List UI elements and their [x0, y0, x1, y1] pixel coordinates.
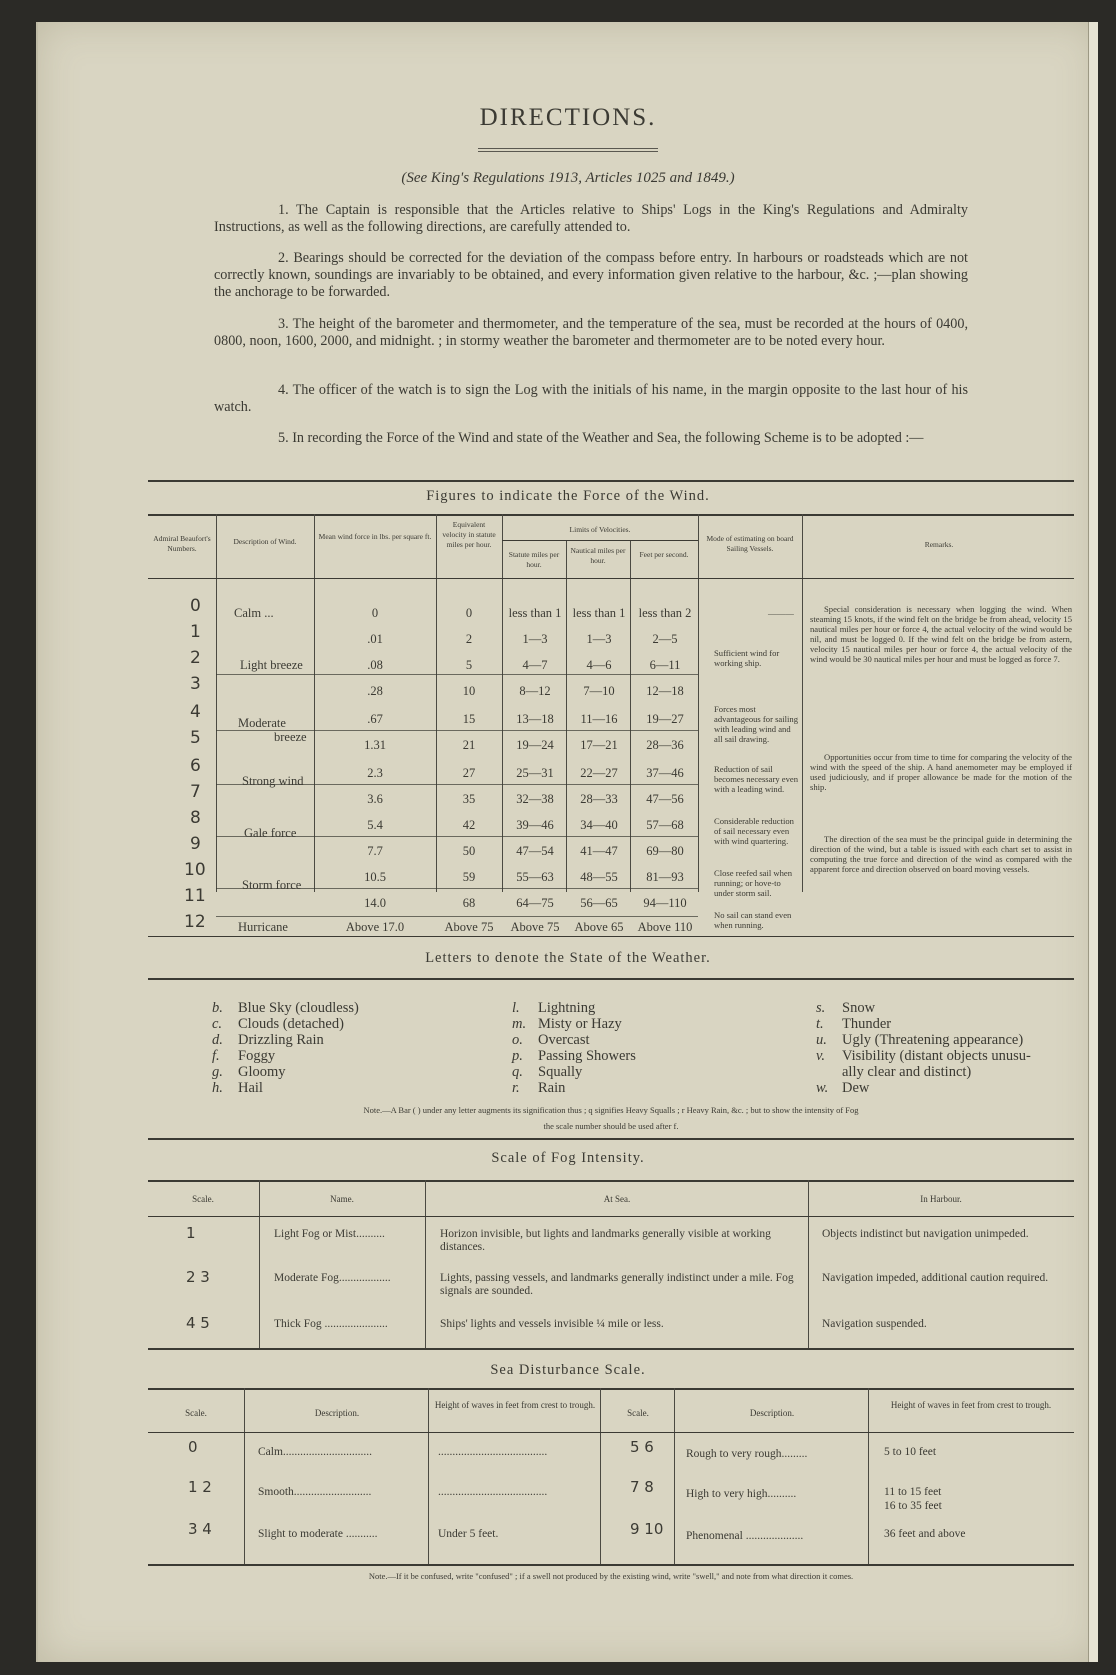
sea-scale: 7 8: [630, 1478, 654, 1496]
weather-meaning: Drizzling Rain: [238, 1032, 324, 1048]
nautical-limit: 4—6: [586, 658, 612, 672]
weather-entry: [816, 1032, 1023, 1048]
statute-limit: 32—38: [516, 792, 554, 806]
header-force: Mean wind force in lbs. per square ft.: [318, 532, 432, 541]
feet-limit: 19—27: [646, 712, 684, 726]
wind-desc: Calm ...: [234, 606, 274, 620]
weather-meaning: Dew: [842, 1080, 870, 1096]
weather-entry: [212, 1000, 359, 1016]
mode-text: Close reefed sail when running; or hove-to under storm sail.: [714, 868, 793, 898]
sea-scale: 1 2: [188, 1478, 212, 1496]
weather-letter: d.: [212, 1032, 223, 1048]
rule: [148, 978, 1074, 980]
beaufort-number: 2: [190, 648, 201, 668]
sea-scale: 3 4: [188, 1520, 212, 1538]
nautical-limit: Above 65: [574, 920, 624, 934]
weather-letter: q.: [512, 1064, 523, 1080]
wind-force-value: .01: [367, 632, 383, 646]
rule: [148, 514, 1074, 516]
fog-name: Thick Fog ......................: [274, 1318, 388, 1330]
sea-header: Description.: [314, 1408, 360, 1418]
weather-meaning: Rain: [538, 1080, 566, 1096]
wind-desc: Strong wind: [242, 774, 304, 788]
weather-entry: [816, 1080, 869, 1096]
paragraph-1: 1. The Captain is responsible that the Articles relative to Ships' Logs in the King's Regulations and Admiralty Instructions, as well as the following directions, are carefully attended to.: [214, 202, 968, 235]
rule: [148, 1180, 1074, 1182]
header-remarks: Remarks.: [924, 540, 954, 549]
statute-limit: 13—18: [516, 712, 554, 726]
wind-force-value: 7.7: [367, 844, 383, 858]
nautical-limit: 34—40: [580, 818, 618, 832]
weather-entry: [212, 1032, 324, 1048]
beaufort-number: 9: [190, 834, 201, 854]
weather-note: the scale number should be used after f.: [543, 1121, 679, 1131]
weather-entry: [816, 1016, 891, 1032]
fog-in-harbour: Navigation impeded, additional caution required.: [822, 1272, 1049, 1284]
wind-force-value: 3.6: [367, 792, 383, 806]
statute-limit: 4—7: [522, 658, 548, 672]
paragraph-3: 3. The height of the barometer and thermometer, and the temperature of the sea, must be recorded at the hours of 0400, 0800, noon, 1600, 2000, and midnight. ; in stormy weather the barometer and thermometer are to be noted every hour.: [214, 316, 968, 349]
beaufort-number: 8: [190, 808, 201, 828]
wind-desc: breeze: [274, 730, 307, 744]
fog-scale: 1: [186, 1224, 196, 1242]
weather-entry: [212, 1016, 344, 1032]
beaufort-number: 12: [184, 912, 206, 932]
nautical-limit: 11—16: [580, 712, 618, 726]
wind-force-value: 2.3: [367, 766, 383, 780]
wind-velocity-value: Above 75: [444, 920, 494, 934]
mode-text: No sail can stand even when running.: [714, 910, 792, 930]
fog-title: Scale of Fog Intensity.: [491, 1150, 645, 1166]
fog-header: Scale.: [192, 1194, 214, 1204]
beaufort-number: 0: [190, 596, 201, 616]
wind-force-value: 10.5: [364, 870, 386, 884]
sea-height: ......................................: [438, 1486, 548, 1498]
title-rule: [478, 151, 658, 152]
wind-desc: Storm force: [242, 878, 302, 892]
feet-limit: 28—36: [646, 738, 684, 752]
paragraph-2: 2. Bearings should be corrected for the deviation of the compass before entry. In harbours or roadsteads which are not correctly known, soundings are invariably to be obtained, and every information given relative to the harbour, &c. ;—plan showing the anchorage to be forwarded.: [214, 250, 968, 300]
weather-note: Note.—A Bar ( ) under any letter augments its signification thus ; q signifies Heavy Squalls ; r Heavy Rain, &c. ; but to show the intensity of Fog: [363, 1105, 859, 1115]
rule: [148, 1388, 1074, 1390]
beaufort-number: 1: [190, 622, 201, 642]
wind-force-value: .28: [367, 684, 383, 698]
mode-text: Reduction of sail becomes necessary even with a leading wind.: [714, 764, 798, 794]
weather-meaning: ally clear and distinct): [842, 1064, 972, 1080]
fog-name: Light Fog or Mist..........: [274, 1228, 385, 1240]
weather-letter: h.: [212, 1080, 223, 1096]
sea-note: Note.—If it be confused, write "confused" ; if a swell not produced by the existing wind, write "swell," and note from what direction it comes.: [368, 1571, 854, 1581]
nautical-limit: 17—21: [580, 738, 618, 752]
sea-height: 16 to 35 feet: [884, 1500, 942, 1512]
mode-text: Forces most advantageous for sailing with leading wind and all sail drawing.: [714, 704, 799, 744]
header-limits: Limits of Velocities.: [569, 525, 631, 534]
sea-height: 11 to 15 feet: [884, 1486, 942, 1498]
wind-velocity-value: 21: [462, 738, 476, 752]
wind-force-value: 0: [371, 606, 379, 620]
weather-meaning: Ugly (Threatening appearance): [842, 1032, 1024, 1048]
weather-letter: b.: [212, 1000, 223, 1016]
statute-limit: 25—31: [516, 766, 554, 780]
feet-limit: 6—11: [649, 658, 681, 672]
statute-limit: 47—54: [516, 844, 554, 858]
remark: Opportunities occur from time to time for comparing the velocity of the wind with the speed of the ship. A hand anemometer may be employed if used judiciously, and if proper allowance be made for the motion of the ship.: [810, 752, 1072, 792]
remark: Special consideration is necessary when logging the wind. When steaming 15 knots, if the wind felt on the bridge be from ahead, velocity 15 nautical miles per hour or force 4, the actual velocity of the wind would be nil, and must be logged 0. If the wind felt on the bridge be from astern, velocity 15 nautical miles per hour or force 4, the actual velocity of the wind would be 30 nautical miles per hour and must be logged as force 7.: [810, 604, 1072, 664]
weather-letter: t.: [816, 1016, 824, 1032]
weather-letter: c.: [212, 1016, 223, 1032]
weather-letter: o.: [512, 1032, 523, 1048]
wind-velocity-value: 10: [462, 684, 476, 698]
weather-entry: [816, 1000, 875, 1016]
page-subtitle: (See King's Regulations 1913, Articles 1025 and 1849.): [401, 170, 735, 186]
wind-velocity-value: 42: [462, 818, 476, 832]
wind-velocity-value: 35: [462, 792, 476, 806]
sea-scale: 9 10: [630, 1520, 664, 1538]
weather-meaning: Lightning: [538, 1000, 596, 1016]
weather-entry: [816, 1048, 1031, 1064]
weather-entry: [212, 1064, 286, 1080]
weather-letter: v.: [816, 1048, 825, 1064]
page-title: DIRECTIONS.: [479, 104, 657, 131]
feet-limit: 69—80: [646, 844, 684, 858]
fog-scale: 4 5: [186, 1314, 210, 1332]
fog-header: Name.: [330, 1194, 354, 1204]
fog-header: In Harbour.: [920, 1194, 962, 1204]
wind-force-value: 5.4: [367, 818, 383, 832]
weather-letter: w.: [816, 1080, 829, 1096]
header-velocity: Equivalent velocity in statute miles per hour.: [442, 520, 496, 549]
fog-scale: 2 3: [186, 1268, 210, 1286]
wind-velocity-value: 15: [462, 712, 476, 726]
sea-description: Rough to very rough.........: [686, 1448, 808, 1460]
weather-meaning: Blue Sky (cloudless): [238, 1000, 359, 1016]
sea-height: Under 5 feet.: [438, 1528, 499, 1540]
weather-entry: [512, 1000, 595, 1016]
beaufort-number: 4: [190, 702, 201, 722]
weather-meaning: Thunder: [842, 1016, 892, 1032]
weather-entry: [512, 1032, 590, 1048]
wind-force-value: 14.0: [364, 896, 386, 910]
nautical-limit: 41—47: [580, 844, 618, 858]
nautical-limit: 28—33: [580, 792, 618, 806]
sea-header: Scale.: [185, 1408, 207, 1418]
sea-height: ......................................: [438, 1446, 548, 1458]
feet-limit: 2—5: [652, 632, 678, 646]
nautical-limit: 7—10: [583, 684, 615, 698]
weather-entry: [512, 1080, 565, 1096]
paragraph-5: 5. In recording the Force of the Wind and state of the Weather and Sea, the following Scheme is to be adopted :—: [278, 430, 924, 446]
feet-limit: 47—56: [646, 792, 684, 806]
weather-entry: [212, 1048, 275, 1064]
weather-meaning: Squally: [538, 1064, 583, 1080]
weather-entry: [512, 1048, 636, 1064]
statute-limit: 64—75: [516, 896, 554, 910]
wind-velocity-value: 59: [462, 870, 476, 884]
statute-limit: less than 1: [508, 606, 562, 620]
weather-meaning: Passing Showers: [538, 1048, 636, 1064]
wind-desc: Hurricane: [238, 920, 288, 934]
beaufort-number: 6: [190, 756, 201, 776]
sea-description: Phenomenal ....................: [686, 1530, 804, 1542]
wind-desc: Light breeze: [240, 658, 303, 672]
wind-force-value: Above 17.0: [345, 920, 405, 934]
fog-in-harbour: Navigation suspended.: [822, 1318, 927, 1330]
fog-at-sea: Lights, passing vessels, and landmarks generally indistinct under a mile. Fog signals are sounded.: [440, 1272, 794, 1297]
header-feet: Feet per second.: [639, 550, 689, 559]
wind-velocity-value: 0: [465, 606, 473, 620]
rule: [148, 480, 1074, 482]
beaufort-number: 5: [190, 728, 201, 748]
wind-force-value: 1.31: [364, 738, 386, 752]
wind-velocity-value: 5: [465, 658, 473, 672]
sea-header: Scale.: [627, 1408, 649, 1418]
mode-text: Considerable reduction of sail necessary even with wind quartering.: [714, 816, 794, 846]
fog-header: At Sea.: [603, 1194, 631, 1204]
sea-description: Calm...............................: [258, 1446, 373, 1458]
sea-scale: 0: [188, 1438, 198, 1456]
feet-limit: 94—110: [643, 896, 687, 910]
beaufort-number: 7: [190, 782, 201, 802]
weather-letter: u.: [816, 1032, 827, 1048]
weather-meaning: Snow: [842, 1000, 876, 1016]
sea-description: Smooth...........................: [258, 1486, 372, 1498]
header-nautical: Nautical miles per hour.: [570, 546, 626, 565]
feet-limit: less than 2: [638, 606, 692, 620]
weather-meaning: Misty or Hazy: [538, 1016, 622, 1032]
beaufort-number: 11: [184, 886, 206, 906]
nautical-limit: 1—3: [586, 632, 612, 646]
sea-height: 5 to 10 feet: [884, 1446, 937, 1458]
sea-title: Sea Disturbance Scale.: [490, 1362, 646, 1378]
wind-force-value: .08: [367, 658, 383, 672]
weather-entry: [212, 1080, 263, 1096]
nautical-limit: 48—55: [580, 870, 618, 884]
statute-limit: Above 75: [510, 920, 560, 934]
feet-limit: 57—68: [646, 818, 684, 832]
weather-letter: p.: [512, 1048, 523, 1064]
log-page: [36, 22, 1098, 1662]
wind-table-title: Figures to indicate the Force of the Wind.: [426, 488, 710, 504]
statute-limit: 19—24: [516, 738, 554, 752]
feet-limit: 81—93: [646, 870, 684, 884]
weather-meaning: Clouds (detached): [238, 1016, 344, 1032]
weather-meaning: Hail: [238, 1080, 263, 1096]
header-description: Description of Wind.: [233, 537, 297, 546]
title-rule: [478, 148, 658, 149]
wind-desc: Moderate: [238, 716, 286, 730]
sea-header: Height of waves in feet from crest to trough.: [890, 1400, 1052, 1410]
sea-height: 36 feet and above: [884, 1528, 966, 1540]
weather-meaning: Foggy: [238, 1048, 276, 1064]
paragraph-4: 4. The officer of the watch is to sign the Log with the initials of his name, in the margin opposite to the last hour of his watch.: [214, 382, 968, 415]
weather-title: Letters to denote the State of the Weather.: [425, 950, 711, 966]
beaufort-number: 10: [184, 860, 206, 880]
nautical-limit: 22—27: [580, 766, 618, 780]
feet-limit: 37—46: [646, 766, 684, 780]
remark: The direction of the sea must be the principal guide in determining the direction of the wind, but a table is issued with each chart set to assist in computing the true force and direction of the wind as compared with the apparent force and direction observed on board moving vessels.: [810, 834, 1072, 874]
nautical-limit: 56—65: [580, 896, 618, 910]
wind-velocity-value: 2: [465, 632, 473, 646]
weather-meaning: Visibility (distant objects unusu-: [842, 1048, 1031, 1064]
header-beaufort: Admiral Beaufort's Numbers.: [153, 534, 211, 553]
weather-entry: [512, 1064, 582, 1080]
header-mode: Mode of estimating on board Sailing Vessels.: [706, 534, 794, 553]
feet-limit: Above 110: [637, 920, 693, 934]
wind-velocity-value: 27: [462, 766, 476, 780]
wind-velocity-value: 50: [462, 844, 476, 858]
weather-letter: f.: [212, 1048, 220, 1064]
nautical-limit: less than 1: [572, 606, 626, 620]
weather-meaning: Overcast: [538, 1032, 590, 1048]
beaufort-number: 3: [190, 674, 201, 694]
sea-description: High to very high..........: [686, 1488, 797, 1500]
fog-at-sea: Ships' lights and vessels invisible ¼ mile or less.: [440, 1318, 664, 1330]
statute-limit: 39—46: [516, 818, 554, 832]
weather-letter: g.: [212, 1064, 223, 1080]
wind-force-value: .67: [367, 712, 383, 726]
statute-limit: 1—3: [522, 632, 548, 646]
feet-limit: 12—18: [646, 684, 684, 698]
mode-text: ———: [768, 608, 794, 618]
sea-header: Height of waves in feet from crest to trough.: [434, 1400, 596, 1410]
weather-letter: r.: [512, 1080, 520, 1096]
fog-name: Moderate Fog..................: [274, 1272, 391, 1284]
wind-velocity-value: 68: [462, 896, 476, 910]
mode-text: Sufficient wind for working ship.: [714, 648, 780, 668]
weather-entry: [512, 1016, 622, 1032]
rule: [148, 1138, 1074, 1140]
weather-letter: l.: [512, 1000, 520, 1016]
fog-in-harbour: Objects indistinct but navigation unimpeded.: [822, 1228, 1029, 1240]
weather-letter: s.: [816, 1000, 826, 1016]
sea-description: Slight to moderate ...........: [258, 1528, 378, 1540]
weather-letter: m.: [512, 1016, 527, 1032]
sea-header: Description.: [749, 1408, 795, 1418]
fog-at-sea: Horizon invisible, but lights and landmarks generally visible at working distances.: [440, 1228, 771, 1253]
page-edge: [1088, 22, 1098, 1662]
header-statute: Statute miles per hour.: [508, 550, 560, 569]
weather-meaning: Gloomy: [238, 1064, 286, 1080]
statute-limit: 8—12: [519, 684, 551, 698]
statute-limit: 55—63: [516, 870, 554, 884]
weather-entry: [816, 1064, 971, 1080]
wind-desc: Gale force: [244, 826, 297, 840]
sea-scale: 5 6: [630, 1438, 654, 1456]
